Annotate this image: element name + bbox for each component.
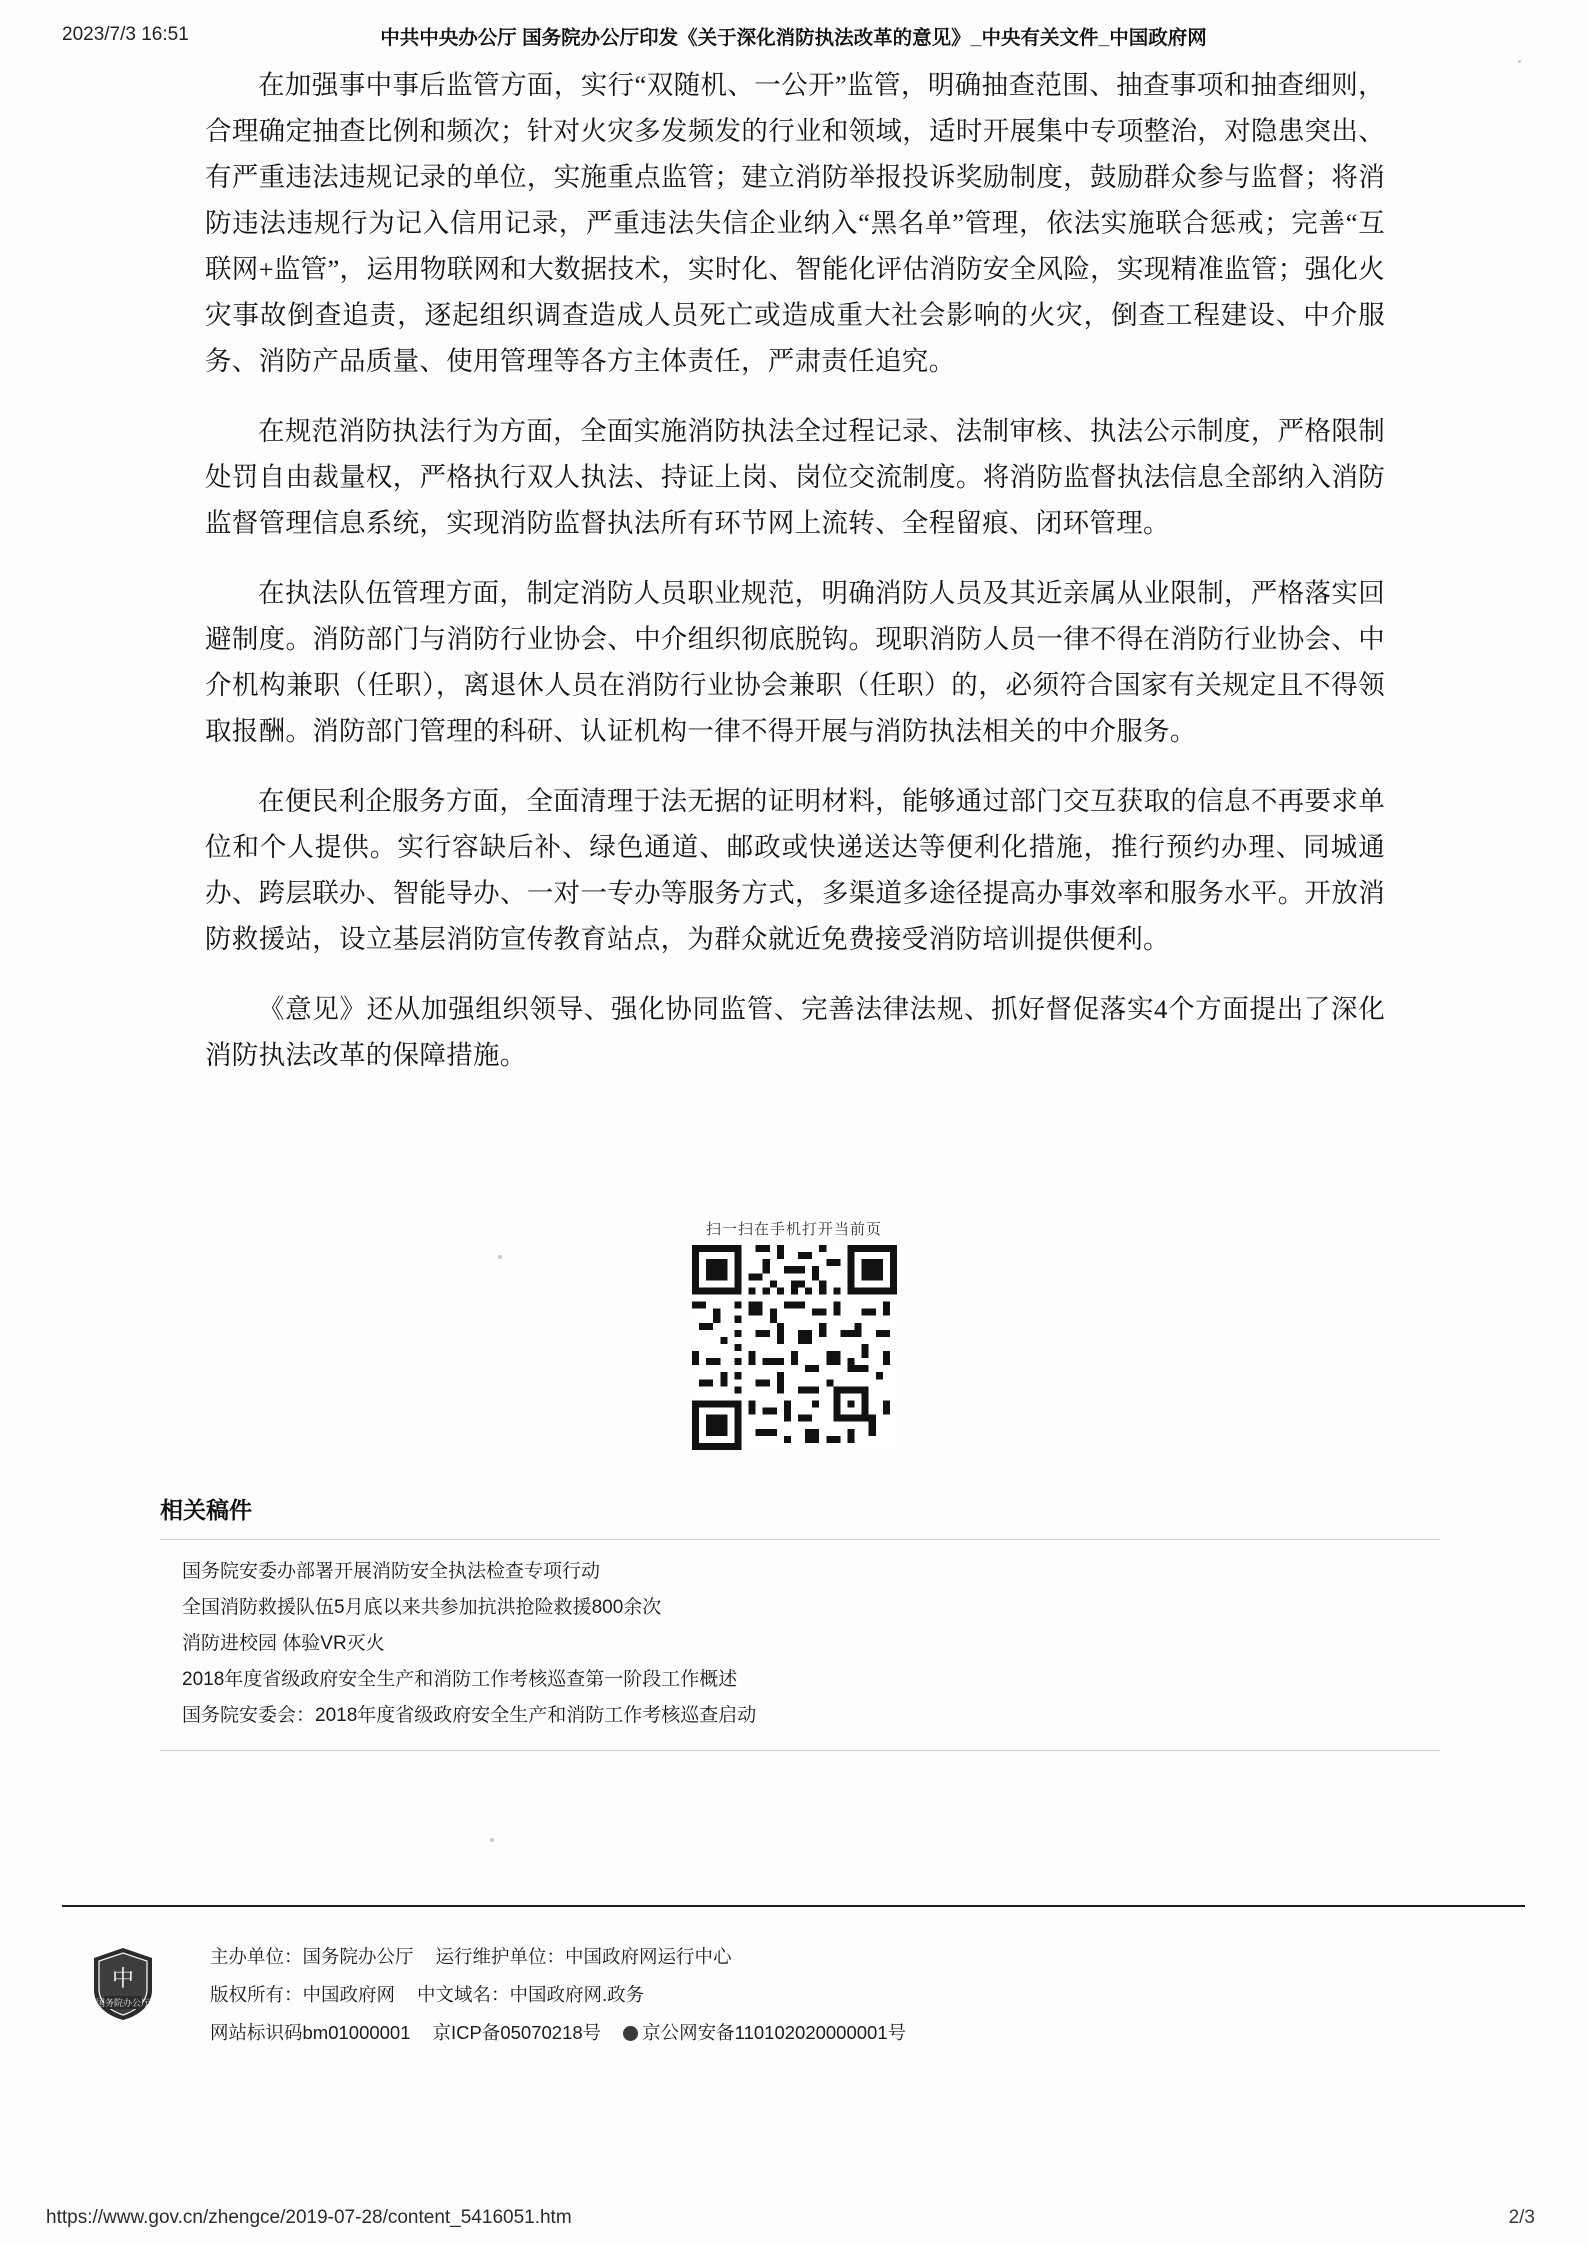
footer-line-1 (210, 1938, 906, 1976)
scan-speck (1518, 60, 1521, 63)
footer-copyright-label: 版权所有： (210, 1984, 303, 2005)
footer-host-label: 主办单位： (210, 1946, 303, 1967)
paragraph: 在便民利企服务方面，全面清理于法无据的证明材料，能够通过部门交互获取的信息不再要求单位和个人提供。实行容缺后补、绿色通道、邮政或快递送达等便利化措施，推行预约办理、同城通办、跨层联办、智能导办、一对一专办等服务方式，多渠道多途径提高办事效率和服务水平。开放消防救援站，设立基层消防宣传教育站点，为群众就近免费接受消防培训提供便利。 (205, 786, 1385, 954)
list-item[interactable]: 国务院安委办部署开展消防安全执法检查专项行动 (182, 1561, 601, 1582)
footer-line-3 (210, 2014, 906, 2052)
paragraph: 在规范消防执法行为方面，全面实施消防执法全过程记录、法制审核、执法公示制度，严格限制处罚自由裁量权，严格执行双人执法、持证上岗、岗位交流制度。将消防监督执法信息全部纳入消防监督管理信息系统，实现消防监督执法所有环节网上流转、全程留痕、闭环管理。 (205, 416, 1385, 538)
footer-line-2 (210, 1976, 906, 2014)
qr-block (684, 1218, 904, 1450)
footer-copyright-value: 中国政府网 (302, 1984, 396, 2005)
related-articles (160, 1492, 1440, 1734)
footer-text (210, 1938, 906, 2052)
page-title: 中共中央办公厅 国务院办公厅印发《关于深化消防执法改革的意见》_中央有关文件_中国政府网 (380, 27, 1207, 49)
footer-site-code: 网站标识码bm01000001 (210, 2022, 411, 2043)
qr-code-icon (692, 1245, 897, 1450)
print-date: 2023/7/3 16:51 (62, 24, 189, 45)
scan-speck (498, 1255, 502, 1259)
list-item[interactable]: 全国消防救援队伍5月底以来共参加抗洪抢险救援800余次 (182, 1597, 662, 1618)
list-item[interactable]: 2018年度省级政府安全生产和消防工作考核巡查第一阶段工作概述 (182, 1669, 738, 1690)
list-item[interactable]: 国务院安委会：2018年度省级政府安全生产和消防工作考核巡查启动 (182, 1705, 757, 1726)
source-url: https://www.gov.cn/zhengce/2019-07-28/content_5416051.htm (46, 2207, 572, 2228)
police-badge-icon (623, 2026, 638, 2041)
site-footer (62, 1928, 1525, 2098)
svg-text:中: 中 (111, 1966, 135, 1991)
footer-host-value: 国务院办公厅 (302, 1946, 414, 1967)
footer-maint-value: 中国政府网运行中心 (565, 1946, 732, 1967)
related-articles-list (160, 1540, 1440, 1734)
footer-icp[interactable]: 京ICP备05070218号 (432, 2022, 602, 2043)
paragraph: 《意见》还从加强组织领导、强化协同监管、完善法律法规、抓好督促落实4个方面提出了深化消防执法改革的保障措施。 (205, 994, 1385, 1070)
paragraph: 在加强事中事后监管方面，实行“双随机、一公开”监管，明确抽查范围、抽查事项和抽查细则，合理确定抽查比例和频次；针对火灾多发频发的行业和领域，适时开展集中专项整治，对隐患突出、有严重违法违规记录的单位，实施重点监管；建立消防举报投诉奖励制度，鼓励群众参与监督；将消防违法违规行为记入信用记录，严重违法失信企业纳入“黑名单”管理，依法实施联合惩戒；完善“互联网+监管”，运用物联网和大数据技术，实时化、智能化评估消防安全风险，实现精准监管；强化火灾事故倒查追责，逐起组织调查造成人员死亡或造成重大社会影响的火灾，倒查工程建设、中介服务、消防产品质量、使用管理等各方主体责任，严肃责任追究。 (205, 70, 1385, 376)
list-item[interactable]: 消防进校园 体验VR灭火 (182, 1633, 385, 1654)
page-number: 2/3 (1508, 2207, 1535, 2228)
footer-domain-value: 中国政府网.政务 (509, 1984, 645, 2005)
print-header (0, 22, 1587, 52)
footer-divider (62, 1905, 1525, 1907)
svg-text:国务院办公厅: 国务院办公厅 (95, 1998, 151, 2008)
related-articles-title: 相关稿件 (160, 1492, 1440, 1540)
footer-police-record[interactable]: 京公网安备110102020000001号 (642, 2022, 907, 2043)
qr-caption: 扫一扫在手机打开当前页 (705, 1221, 882, 1238)
paragraph: 在执法队伍管理方面，制定消防人员职业规范，明确消防人员及其近亲属从业限制，严格落实回避制度。消防部门与消防行业协会、中介组织彻底脱钩。现职消防人员一律不得在消防行业协会、中介机构兼职（任职），离退休人员在消防行业协会兼职（任职）的，必须符合国家有关规定且不得领取报酬。消防部门管理的科研、认证机构一律不得开展与消防执法相关的中介服务。 (205, 578, 1385, 746)
article-body (205, 62, 1385, 1102)
footer-maint-label: 运行维护单位： (435, 1946, 566, 1967)
gov-seal-icon (90, 1946, 156, 2022)
footer-domain-label: 中文域名： (417, 1984, 510, 2005)
divider (160, 1750, 1440, 1751)
scan-speck (490, 1838, 494, 1842)
